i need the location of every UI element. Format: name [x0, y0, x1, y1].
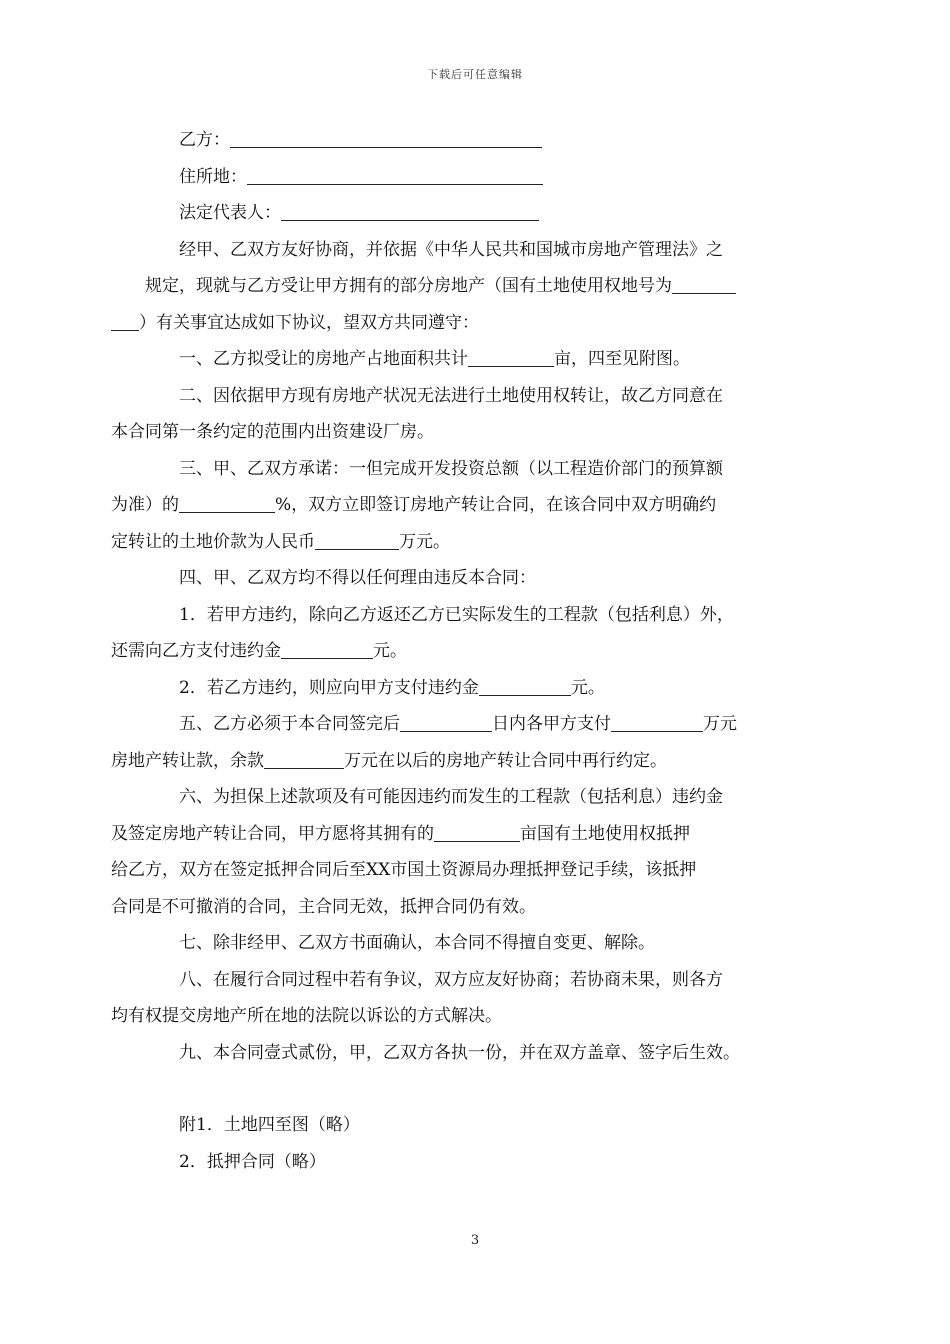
article-3 [111, 451, 810, 561]
article-6-line-3: 给乙方，双方在签定抵押合同后至XX市国土资源局办理抵押登记手续，该抵押 [111, 860, 697, 880]
article-1 [145, 341, 810, 378]
mortgage-area-blank [434, 823, 520, 842]
article-3-line-3-prefix: 定转让的土地价款为人民币 [111, 531, 315, 552]
article-2-line-1: 二、因依据甲方现有房地产状况无法进行土地使用权转让，故乙方同意在 [179, 385, 723, 406]
article-6-line-1: 六、为担保上述款项及有可能因违约而发生的工程款（包括利息）违约金 [179, 787, 723, 807]
article-5-line-2-a: 房地产转让款，余款 [111, 750, 264, 771]
intro-line-1: 经甲、乙双方友好协商，并依据《中华人民共和国城市房地产管理法》之 [179, 239, 723, 260]
article-9: 九、本合同壹式贰份，甲，乙双方各执一份，并在双方盖章、签字后生效。 [179, 1042, 740, 1063]
appendix-item-1: 附1．土地四至图（略） [179, 1115, 360, 1135]
article-5-line-1-b: 日内各甲方支付 [492, 714, 611, 734]
page-header: 下载后可任意编辑 [427, 68, 523, 81]
legal-rep-blank [281, 202, 539, 221]
party-b-label: 乙方： [179, 130, 230, 150]
article-5 [111, 706, 810, 779]
article-3-line-3-suffix: 万元。 [399, 531, 450, 552]
article-5-line-2-b: 万元在以后的房地产转让合同中再行约定。 [344, 750, 667, 771]
intro-paragraph [139, 232, 810, 342]
article-6-line-2-prefix: 及签定房地产转让合同，甲方愿将其拥有的 [111, 823, 434, 844]
article-2 [111, 378, 810, 451]
contract-body [111, 122, 810, 1180]
article-5-line-1-c: 万元 [703, 714, 737, 734]
payment-blank [611, 713, 703, 732]
price-blank [315, 531, 399, 550]
article-1-suffix: 亩，四至见附图。 [554, 349, 690, 369]
article-4-title: 四、甲、乙双方均不得以任何理由违反本合同： [179, 568, 536, 588]
legal-rep-line [145, 195, 810, 232]
article-5-line-1-a: 五、乙方必须于本合同签完后 [179, 714, 400, 734]
article-4-item-1-line-2-prefix: 还需向乙方支付违约金 [111, 641, 281, 661]
article-4-item-2 [145, 670, 810, 707]
article-8-line-2: 均有权提交房地产所在地的法院以诉讼的方式解决。 [111, 1006, 502, 1026]
article-4-item-2-prefix: 2．若乙方违约，则应向甲方支付违约金 [179, 677, 479, 698]
residence-line [145, 159, 810, 196]
article-8 [111, 962, 810, 1035]
article-6-line-4: 合同是不可撤消的合同，主合同无效，抵押合同仍有效。 [111, 896, 536, 917]
land-number-blank-b [111, 312, 139, 331]
article-4-item-1-line-2-suffix: 元。 [373, 641, 407, 661]
appendix-item-2: 2．抵押合同（略） [179, 1151, 326, 1172]
party-b-line [145, 122, 810, 159]
legal-rep-label: 法定代表人： [179, 203, 281, 223]
article-6 [111, 779, 810, 925]
article-4-item-2-suffix: 元。 [570, 677, 605, 698]
intro-line-3: ）有关事宜达成如下协议，望双方共同遵守： [139, 312, 479, 333]
percent-blank [179, 494, 275, 513]
article-3-line-2-prefix: 为准）的 [111, 495, 179, 515]
penalty-b-blank [479, 677, 571, 696]
article-7: 七、除非经甲、乙双方书面确认，本合同不得擅自变更、解除。 [179, 933, 655, 953]
page-number: 3 [470, 1233, 480, 1248]
land-number-blank-a [672, 275, 736, 294]
balance-blank [264, 750, 344, 769]
residence-blank [247, 166, 543, 185]
days-blank [400, 713, 492, 732]
article-1-text: 一、乙方拟受让的房地产占地面积共计 [179, 349, 468, 369]
spacer [145, 1071, 810, 1107]
article-3-line-2-suffix: %，双方立即签订房地产转让合同，在该合同中双方明确约 [275, 495, 717, 515]
article-2-line-2: 本合同第一条约定的范围内出资建设厂房。 [111, 422, 434, 442]
intro-line-2: 规定，现就与乙方受让甲方拥有的部分房地产（国有土地使用权地号为 [145, 276, 672, 296]
area-blank [468, 348, 554, 367]
article-3-line-1: 三、甲、乙双方承诺：一但完成开发投资总额（以工程造价部门的预算额 [179, 458, 723, 479]
penalty-a-blank [281, 640, 373, 659]
article-4-item-1-line-1: 1．若甲方违约，除向乙方返还乙方已实际发生的工程款（包括利息）外， [179, 604, 734, 625]
party-b-blank [230, 129, 542, 148]
residence-label: 住所地： [179, 166, 247, 187]
article-8-line-1: 八、在履行合同过程中若有争议，双方应友好协商；若协商未果，则各方 [179, 969, 723, 990]
article-4-item-1 [111, 597, 810, 670]
article-6-line-2-suffix: 亩国有土地使用权抵押 [520, 823, 690, 844]
